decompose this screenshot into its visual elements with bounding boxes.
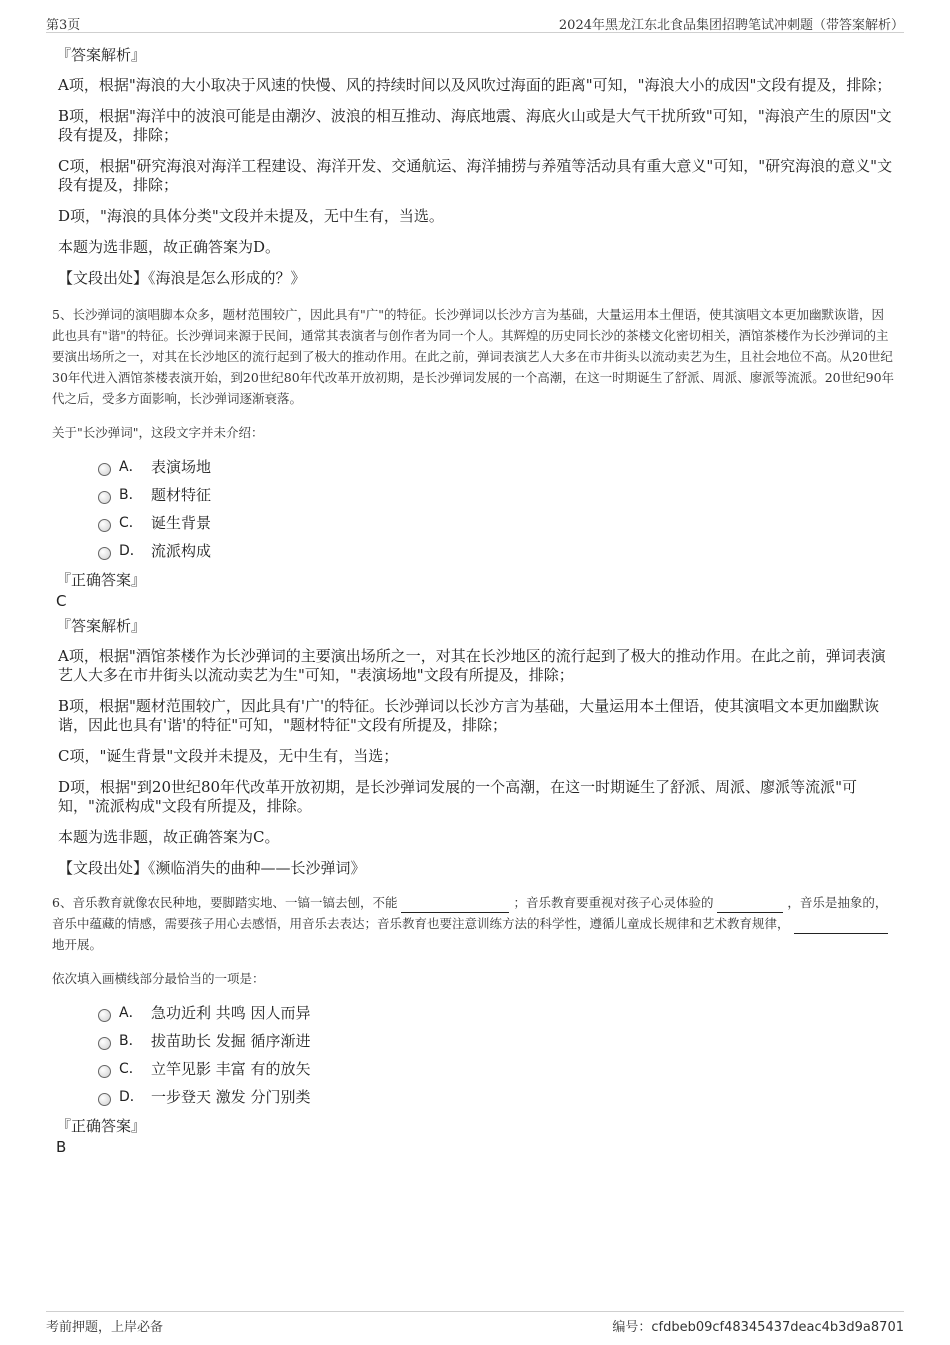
stem-part: 6、音乐教育就像农民种地，要脚踏实地、一镐一镐去刨，不能 bbox=[52, 895, 398, 910]
stem-part: ；音乐教育要重视对孩子心灵体验的 bbox=[513, 895, 714, 910]
option-text: 流派构成 bbox=[151, 542, 212, 560]
radio-icon[interactable] bbox=[98, 519, 111, 532]
radio-icon[interactable] bbox=[98, 547, 111, 560]
document-title: 2024年黑龙江东北食品集团招聘笔试冲刺题（带答案解析） bbox=[558, 18, 904, 33]
radio-icon[interactable] bbox=[98, 463, 111, 476]
analysis-title: 『答案解析』 bbox=[56, 617, 147, 635]
page-header bbox=[46, 10, 904, 33]
correct-answer: C bbox=[56, 592, 67, 610]
question-stem: 5、长沙弹词的演唱脚本众多，题材范围较广，因此具有"广"的特征。长沙弹词以长沙方言为基础，大量运用本土俚语，使其演唱文本更加幽默诙谐，因此也具有"谐"的特征。长沙弹词来源于民间，通常其表演者与创作者为同一个人。其辉煌的历史同长沙的茶楼文化密切相关，酒馆茶楼作为长沙弹词的主要演出场所之一，对其在长沙地区的流行起到了极大的推动作用。在此之前，弹词表演艺人大多在市井街头以流动卖艺为生，且社会地位不高。从20世纪30年代进入酒馆茶楼表演开始，到20世纪80年代改革开放初期，是长沙弹词发展的一个高潮，在这一时期诞生了舒派、周派、廖派等流派。20世纪90年代之后，受多方面影响，长沙弹词逐渐衰落。 bbox=[52, 307, 895, 406]
analysis-option-b: B项，根据"题材范围较广，因此具有'广'的特征。长沙弹词以长沙方言为基础，大量运用本土俚语，使其演唱文本更加幽默诙谐，因此也具有'谐'的特征"可知，"题材特征"文段有所提及，排除； bbox=[58, 697, 880, 734]
option-text: 立竿见影 丰富 有的放矢 bbox=[151, 1060, 311, 1078]
analysis-title: 『答案解析』 bbox=[56, 46, 147, 64]
option-letter: C． bbox=[119, 515, 143, 531]
analysis-option-c: C项，"诞生背景"文段并未提及，无中生有，当选； bbox=[58, 747, 399, 765]
correct-answer: B bbox=[56, 1138, 67, 1156]
document-body bbox=[52, 44, 896, 1161]
option-letter: D． bbox=[119, 1089, 144, 1105]
radio-icon[interactable] bbox=[98, 491, 111, 504]
question-5 bbox=[52, 304, 896, 878]
option-text: 题材特征 bbox=[151, 486, 212, 504]
analysis-option-a: A项，根据"海浪的大小取决于风速的快慢、风的持续时间以及风吹过海面的距离"可知，"海浪大小的成因"文段有提及，排除； bbox=[58, 76, 892, 94]
option-letter: C． bbox=[119, 1061, 143, 1077]
analysis-option-d: D项，"海浪的具体分类"文段并未提及，无中生有，当选。 bbox=[58, 207, 444, 225]
fill-blank-1[interactable] bbox=[401, 898, 509, 913]
option-list bbox=[98, 453, 896, 565]
footer-slogan: 考前押题，上岸必备 bbox=[46, 1320, 164, 1335]
option-a[interactable] bbox=[98, 453, 896, 481]
option-text: 急功近利 共鸣 因人而异 bbox=[151, 1004, 311, 1022]
question-prompt: 依次填入画横线部分最恰当的一项是： bbox=[52, 971, 265, 986]
page-footer bbox=[46, 1311, 904, 1336]
radio-icon[interactable] bbox=[98, 1009, 111, 1022]
option-text: 拔苗助长 发掘 循序渐进 bbox=[151, 1032, 311, 1050]
option-d[interactable] bbox=[98, 1083, 896, 1111]
radio-icon[interactable] bbox=[98, 1037, 111, 1050]
code-value: cfdbeb09cf48345437deac4b3d9a8701 bbox=[651, 1320, 904, 1335]
analysis-option-d: D项，根据"到20世纪80年代改革开放初期，是长沙弹词发展的一个高潮，在这一时期诞生了舒派、周派、廖派等流派"可知，"流派构成"文段有所提及，排除。 bbox=[58, 778, 858, 815]
q4-analysis-block bbox=[56, 44, 896, 288]
option-letter: D． bbox=[119, 543, 144, 559]
option-d[interactable] bbox=[98, 537, 896, 565]
option-letter: A． bbox=[119, 459, 143, 475]
option-b[interactable] bbox=[98, 1027, 896, 1055]
option-letter: B． bbox=[119, 487, 143, 503]
analysis-option-c: C项，根据"研究海浪对海洋工程建设、海洋开发、交通航运、海洋捕捞与养殖等活动具有重大意义"可知，"研究海浪的意义"文段有提及，排除； bbox=[58, 157, 893, 194]
option-a[interactable] bbox=[98, 999, 896, 1027]
radio-icon[interactable] bbox=[98, 1065, 111, 1078]
option-letter: A． bbox=[119, 1005, 143, 1021]
option-c[interactable] bbox=[98, 509, 896, 537]
stem-part: ，音乐是抽象的，音乐中蕴藏的情感，需要孩子用心去感悟，用音乐去表达；音乐教育也要注意训练方法的科学性，遵循儿童成长规律和艺术教育规律， bbox=[52, 895, 888, 931]
analysis-conclusion: 本题为选非题，故正确答案为D。 bbox=[58, 238, 281, 256]
option-text: 诞生背景 bbox=[151, 514, 212, 532]
option-c[interactable] bbox=[98, 1055, 896, 1083]
option-b[interactable] bbox=[98, 481, 896, 509]
option-list bbox=[98, 999, 896, 1111]
option-text: 一步登天 激发 分门别类 bbox=[151, 1088, 311, 1106]
option-letter: B． bbox=[119, 1033, 143, 1049]
radio-icon[interactable] bbox=[98, 1093, 111, 1106]
question-stem bbox=[52, 892, 896, 955]
page-number: 第3页 bbox=[46, 18, 81, 33]
code-label: 编号： bbox=[612, 1320, 652, 1335]
question-prompt: 关于"长沙弹词"，这段文字并未介绍： bbox=[52, 425, 264, 440]
correct-answer-title: 『正确答案』 bbox=[56, 1117, 147, 1135]
fill-blank-3[interactable] bbox=[794, 919, 888, 934]
correct-answer-title: 『正确答案』 bbox=[56, 571, 147, 589]
option-text: 表演场地 bbox=[151, 458, 212, 476]
document-code bbox=[612, 1316, 904, 1335]
stem-part: 地开展。 bbox=[52, 937, 103, 952]
analysis-option-a: A项，根据"酒馆茶楼作为长沙弹词的主要演出场所之一，对其在长沙地区的流行起到了极大的推动作用。在此之前，弹词表演艺人大多在市井街头以流动卖艺为生"可知，"表演场地"文段有所提及，排除； bbox=[58, 647, 886, 684]
analysis-option-b: B项，根据"海洋中的波浪可能是由潮汐、波浪的相互推动、海底地震、海底火山或是大气干扰所致"可知，"海浪产生的原因"文段有提及，排除； bbox=[58, 107, 892, 144]
question-6 bbox=[52, 892, 896, 1157]
analysis-conclusion: 本题为选非题，故正确答案为C。 bbox=[58, 828, 280, 846]
source-note: 【文段出处】《海浪是怎么形成的？》 bbox=[58, 269, 306, 287]
source-note: 【文段出处】《濒临消失的曲种——长沙弹词》 bbox=[58, 859, 366, 877]
fill-blank-2[interactable] bbox=[717, 898, 783, 913]
